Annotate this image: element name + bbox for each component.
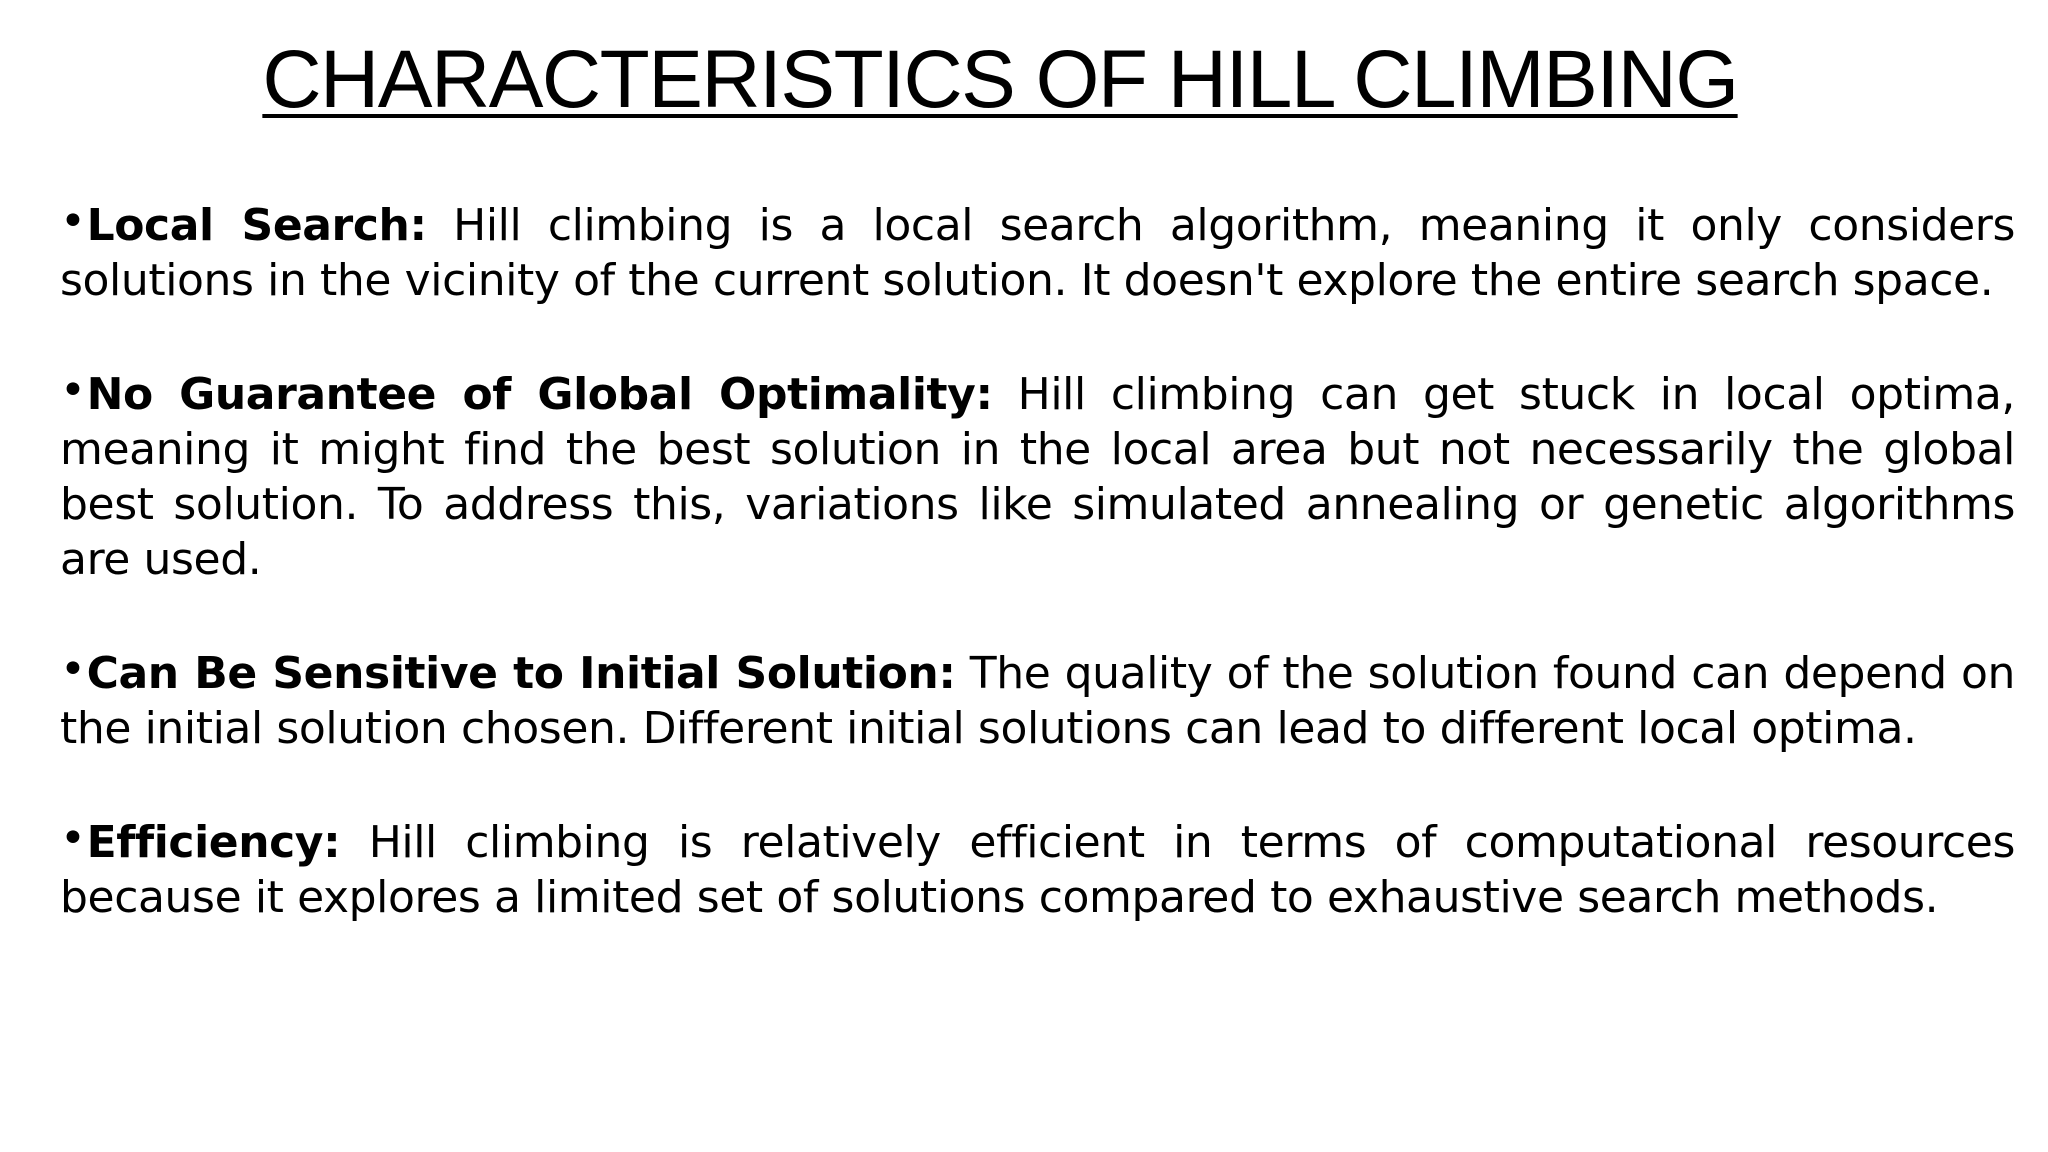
bullet-list bbox=[60, 194, 2015, 980]
bullet-initial-solution bbox=[60, 642, 2015, 756]
slide-title: CHARACTERISTICS OF HILL CLIMBING bbox=[262, 34, 1738, 125]
bullet-term: Efficiency: bbox=[86, 817, 341, 868]
bullet-term: Local Search: bbox=[86, 200, 427, 251]
bullet-text: The quality of the solution found can depend on the initial solution chosen. Different initial solutions can lead to different local optima. bbox=[60, 648, 2015, 754]
bullet-text: Hill climbing is a local search algorithm, meaning it only considers solutions in the vicinity of the current solution. It doesn't explore the entire search space. bbox=[60, 200, 2015, 306]
bullet-dot-icon: • bbox=[60, 196, 86, 247]
bullet-dot-icon: • bbox=[60, 813, 86, 864]
bullet-text: Hill climbing can get stuck in local optima, meaning it might find the best solution in the local area but not necessarily the global best solution. To address this, variations like simulated annealing or genetic algorithms are used. bbox=[60, 369, 2015, 585]
bullet-text: Hill climbing is relatively efficient in terms of computational resources because it explores a limited set of solutions compared to exhaustive search methods. bbox=[60, 817, 2015, 923]
bullet-dot-icon: • bbox=[60, 365, 86, 416]
bullet-term: Can Be Sensitive to Initial Solution: bbox=[86, 648, 956, 699]
bullet-dot-icon: • bbox=[60, 644, 86, 695]
bullet-term: No Guarantee of Global Optimality: bbox=[86, 369, 993, 420]
bullet-efficiency bbox=[60, 811, 2015, 925]
bullet-local-search bbox=[60, 194, 2015, 308]
bullet-global-optimality bbox=[60, 363, 2015, 587]
